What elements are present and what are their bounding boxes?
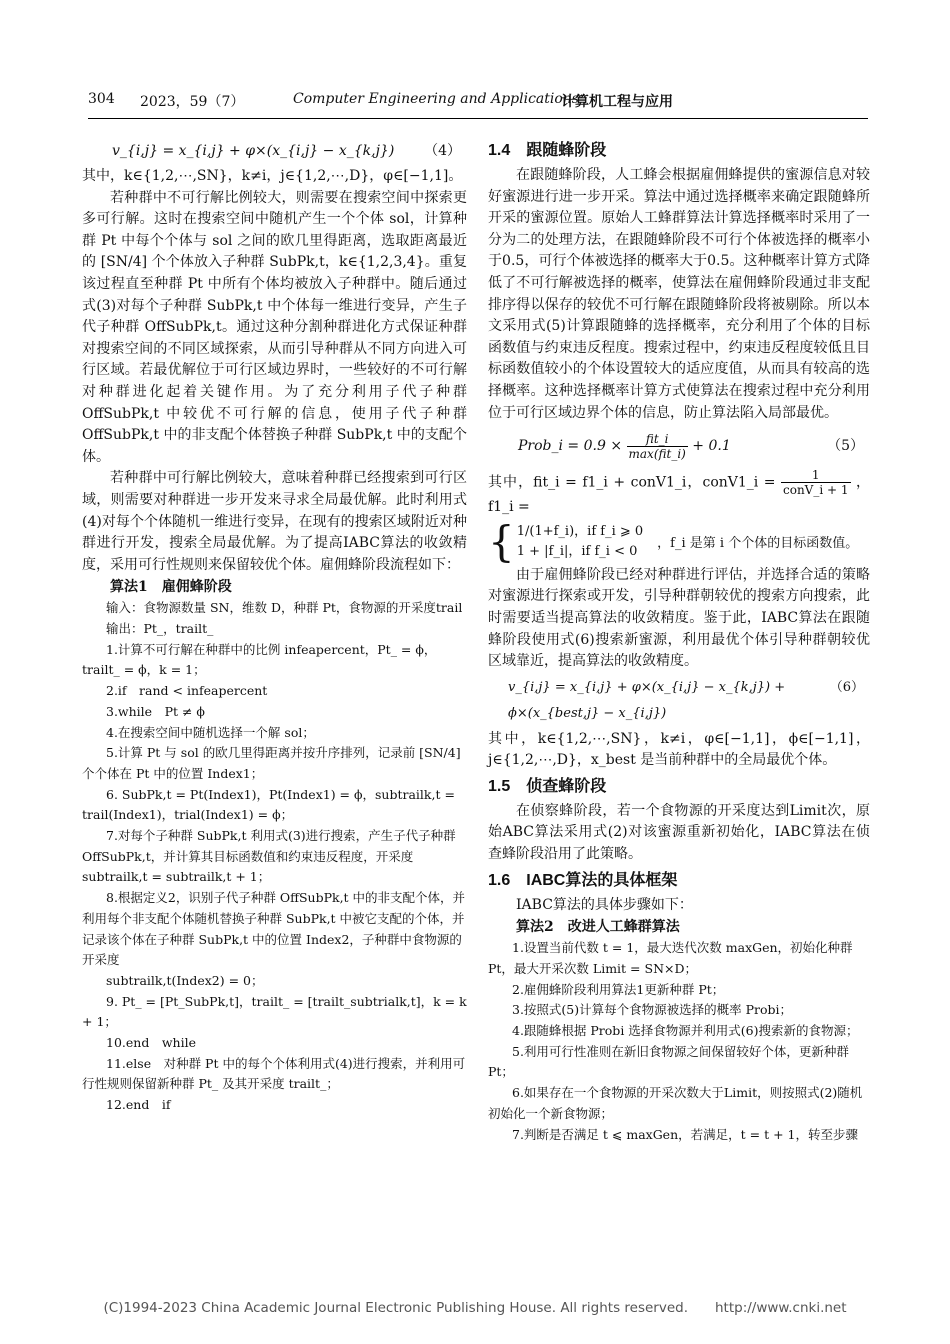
algorithm-1-line: subtrailk,t(Index2) = 0；	[106, 972, 264, 988]
equation-5-lhs: Prob_i = 0.9 ×	[518, 438, 623, 455]
algorithm-2-line: 4.跟随蜂根据 Probi 选择食物源并利用式(6)搜索新的食物源；	[512, 1023, 859, 1039]
section-1-6-heading: 1.6 IABC算法的具体框架	[488, 871, 678, 889]
algorithm-2-line: 7.判断是否满足 t ⩽ maxGen，若满足，t = t + 1，转至步骤	[512, 1126, 858, 1142]
left-column	[82, 136, 467, 1116]
equation-6-where: 其中，k∈{1,2,⋯,SN}，k≠i，φ∈[−1,1]，ϕ∈[−1,1]，j∈{1,2,⋯,D}，x_best 是当前种群中的全局最优个体。	[488, 730, 870, 769]
algorithm-1-line: 5.计算 Pt 与 sol 的欧几里得距离并按升序排列，记录前 [SN/4] 个个体在 Pt 中的位置 Index1；	[82, 745, 461, 781]
equation-5-where-a: 其中，fit_i = f1_i + conV1_i，conV1_i =	[488, 474, 776, 491]
copyright-footer: (C)1994-2023 China Academic Journal Electronic Publishing House. All rights reserved. http://www.cnki.net	[103, 1300, 847, 1316]
equation-5-numerator: fit_i	[627, 432, 688, 447]
paragraph-onlooker: 在跟随蜂阶段，人工蜂会根据雇佣蜂提供的蜜源信息对较好蜜源进行进一步开采。算法中通过选择概率来确定跟随蜂所开采的蜜源位置。原始人工蜂群算法计算选择概率时采用了一分为二的处理方法，在跟随蜂阶段不可行个体被选择的概率小于0.5，可行个体被选择的概率大于0.5。这种概率计算方式降低了不可行解被选择的概率，使算法在雇佣蜂阶段通过非支配排序得以保存的较优不可行解在跟随蜂阶段将被剔除。所以本文采用式(5)计算跟随蜂的选择概率，充分利用了个体的目标函数值与约束违反程度。搜索过程中，约束违反程度较低且目标函数值较小的个体设置较大的适应度值，从而具有较高的选择概率。这种选择概率计算方式使算法在搜索过程中充分利用位于可行区域边界个体的信息，防止算法陷入局部最优。	[488, 167, 870, 421]
equation-5-denominator: max(fit_i)	[628, 446, 686, 461]
conv-fraction	[781, 468, 851, 497]
equation-6	[488, 675, 870, 727]
algorithm-2-title: 算法2 改进人工蜂群算法	[516, 919, 680, 936]
case-tail: ，f_i 是第 i 个个体的目标函数值。	[657, 536, 859, 552]
paragraph-scout: 在侦察蜂阶段，若一个食物源的开采度达到Limit次，原始ABC算法采用式(2)对该蜜源重新初始化，IABC算法在侦查蜂阶段沿用了此策略。	[488, 802, 870, 863]
algorithm-2-line: 3.按照式(5)计算每个食物源被选择的概率 Probi；	[512, 1002, 793, 1018]
algorithm-1-line: 2.if rand < infeapercent	[106, 683, 268, 699]
algorithm-1-line: 8.根据定义2，识别子代子种群 OffSubPk,t 中的非支配个体，并利用每个非支配个体随机替换子种群 SubPk,t 中被它支配的个体，并记录该个体在子种群 SubPk,t 中的位置 Index2，子种群中食物源的开采度	[82, 890, 466, 968]
equation-5-fraction	[627, 432, 688, 461]
header-rule	[88, 118, 868, 119]
paragraph-feasible: 若种群中可行解比例较大，意味着种群已经搜索到可行区域，则需要对种群进一步开发来寻求全局最优解。此时利用式(4)对每个个体随机一维进行变异，在现有的搜索区域附近对种群进行开发，搜索全局最优解。为了提高IABC算法的收敛精度，采用可行性规则来保留较优个体。雇佣蜂阶段流程如下：	[82, 470, 467, 573]
piecewise-definition	[488, 516, 870, 566]
conv-numerator: 1	[781, 468, 851, 483]
case-2: 1 + |f_i|，if f_i < 0	[516, 543, 638, 559]
equation-4-where: 其中，k∈{1,2,⋯,SN}，k≠i，j∈{1,2,⋯,D}，φ∈[−1,1]。	[82, 168, 463, 184]
paragraph-infeasible: 若种群中不可行解比例较大，则需要在搜索空间中探索更多可行解。这时在搜索空间中随机产生一个个体 sol，计算种群 Pt 中每个个体与 sol 之间的欧几里得距离，选取距离最近的 [SN/4] 个个体放入子种群 SubPk,t，k∈{1,2,3,4}。重复该过程直至种群 Pt 中所有个体均被放入子种群中。随后通过式(3)对每个子种群 SubPk,t 中个体每一维进行变异，产生子代子种群 OffSubPk,t。通过这种分割种群进化方式保证种群对搜索空间的不同区域探索，从而引导种群从不同方向进入可行区域。若最优解位于可行区域边界时，一些较好的不可行解对种群进化起着关键作用。为了充分利用子代子种群 OffSubPk,t 中较优不可行解的信息，使用子代子种群 OffSubPk,t 中的非支配个体替换子种群 SubPk,t 中的支配个体。	[82, 189, 467, 465]
algorithm-1-line: 6. SubPk,t = Pt(Index1)，Pt(Index1) = ϕ，subtrailk,t = trail(Index1)，trial(Index1) = ϕ；	[82, 786, 455, 823]
algorithm-1-line: 9. Pt_ = [Pt_SubPk,t]，trailt_ = [trailt_subtrialk,t]，k = k + 1；	[82, 993, 467, 1030]
equation-5	[488, 426, 870, 466]
page-number: 304	[88, 91, 115, 107]
equation-5-number: （5）	[827, 438, 864, 455]
page-header	[88, 91, 868, 115]
piecewise-cases	[517, 522, 643, 562]
section-1-5-heading: 1.5 侦查蜂阶段	[488, 777, 607, 795]
algorithm-1-line: 输入：食物源数量 SN，维数 D，种群 Pt，食物源的开采度trail	[106, 600, 463, 616]
algorithm-1-line: 3.while Pt ≠ ϕ	[106, 703, 205, 719]
algorithm-1-line: 输出：Pt_，trailt_	[106, 620, 214, 636]
algorithm-1-line: 1.计算不可行解在种群中的比例 infeapercent，Pt_ = ϕ，trailt_ = ϕ，k = 1；	[82, 641, 437, 678]
algorithm-1-line: 7.对每个子种群 SubPk,t 利用式(3)进行搜索，产生子代子种群 OffSubPk,t，并计算其目标函数值和约束违反程度，开采度 subtrailk,t = subtrailk,t + 1；	[82, 828, 456, 885]
equation-5-rhs: + 0.1	[692, 438, 731, 455]
left-brace: {	[488, 516, 515, 566]
algorithm-1-title: 算法1 雇佣蜂阶段	[110, 579, 232, 596]
algorithm-2-line: 6.如果存在一个食物源的开采次数大于Limit，则按照式(2)随机初始化一个新食物源；	[488, 1085, 863, 1121]
issue-info: 2023，59（7）	[140, 94, 245, 110]
equation-4-body: v_{i,j} = x_{i,j} + φ×(x_{i,j} − x_{k,j})	[112, 143, 395, 159]
equation-6-number: （6）	[829, 679, 864, 695]
equation-4	[82, 138, 467, 164]
section-1-4-heading: 1.4 跟随蜂阶段	[488, 142, 607, 159]
algorithm-1-line: 10.end while	[106, 1035, 196, 1051]
right-column	[488, 136, 870, 1145]
equation-5-where-b: ，f1_i =	[488, 474, 870, 516]
algorithm-2-line: 2.雇佣蜂阶段利用算法1更新种群 Pt；	[512, 981, 725, 997]
journal-title-cn: 计算机工程与应用	[561, 94, 673, 110]
equation-5-where	[488, 468, 870, 519]
paragraph-steps: IABC算法的具体步骤如下：	[516, 896, 693, 913]
algorithm-1-line: 12.end if	[106, 1097, 171, 1113]
algorithm-1-line: 11.else 对种群 Pt 中的每个个体利用式(4)进行搜索，并利用可行性规则保留新种群 Pt_ 及其开采度 trailt_；	[82, 1055, 466, 1092]
equation-4-number: （4）	[424, 143, 461, 159]
paragraph-convergence: 由于雇佣蜂阶段已经对种群进行评估，并选择合适的策略对蜜源进行探索或开发，引导种群朝较优的搜索方向搜索，此时需要适当提高算法的收敛精度。鉴于此，IABC算法在跟随蜂阶段使用式(6)搜索新蜜源，利用最优个体引导种群朝较优区域靠近，提高算法的收敛精度。	[488, 566, 870, 670]
journal-title-en: Computer Engineering and Applications	[293, 91, 579, 107]
algorithm-2-line: 1.设置当前代数 t = 1，最大迭代次数 maxGen，初始化种群 Pt，最大开采次数 Limit = SN×D；	[488, 940, 853, 976]
case-1: 1/(1+f_i)，if f_i ⩾ 0	[516, 523, 644, 539]
equation-6-body: v_{i,j} = x_{i,j} + φ×(x_{i,j} − x_{k,j}) + ϕ×(x_{best,j} − x_{i,j})	[508, 679, 786, 721]
conv-denominator: conV_i + 1	[783, 483, 849, 498]
algorithm-1-line: 4.在搜索空间中随机选择一个解 sol；	[106, 724, 315, 740]
algorithm-2-line: 5.利用可行性准则在新旧食物源之间保留较好个体，更新种群 Pt；	[488, 1043, 849, 1080]
